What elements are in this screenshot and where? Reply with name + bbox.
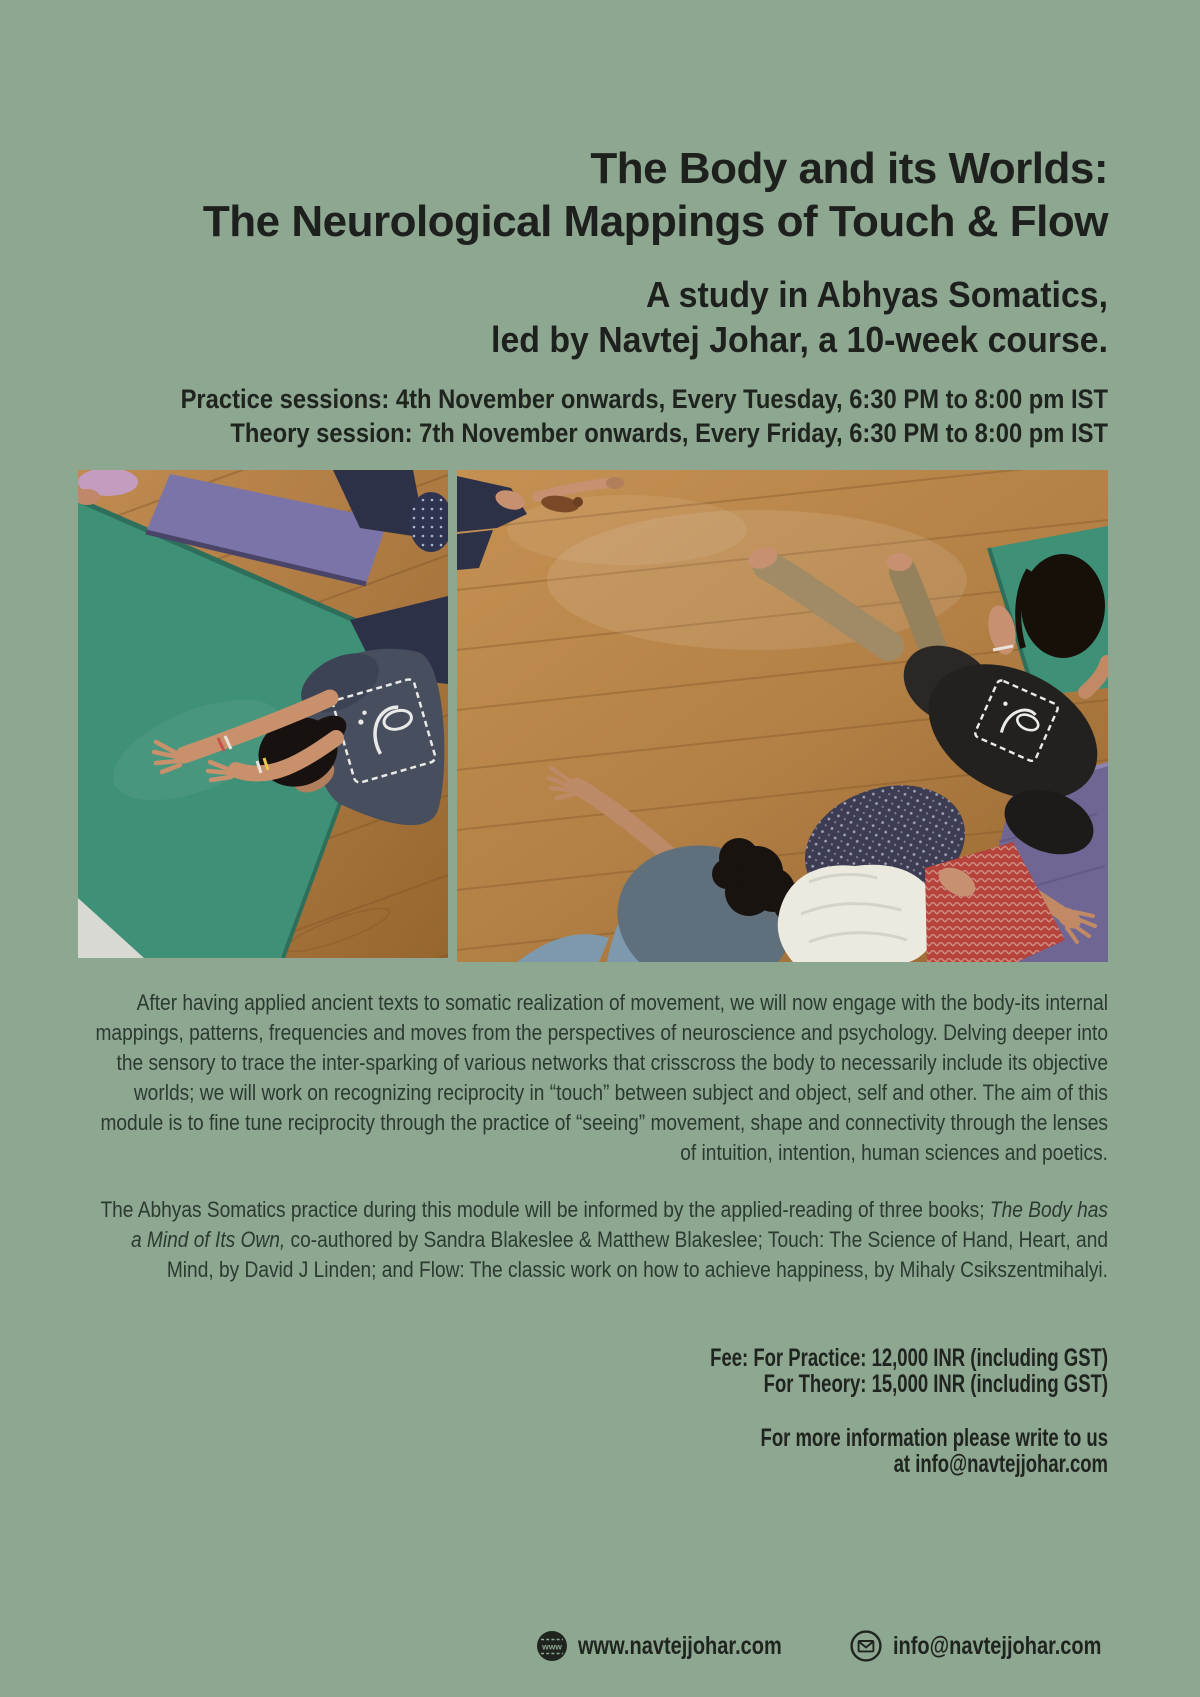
- photo-group-practice: [457, 470, 1108, 962]
- contact-info: [356, 1425, 1108, 1477]
- footer-email-group: [850, 1630, 882, 1662]
- book-title-italic: The Body has a Mind of Its Own,: [130, 1197, 1108, 1252]
- title-line-2: The Neurological Mappings of Touch & Flow: [202, 197, 1108, 246]
- title-line-1: The Body and its Worlds:: [590, 144, 1108, 193]
- email-address: info@navtejjohar.com: [893, 1631, 1102, 1660]
- practice-sessions-line: Practice sessions: 4th November onwards, Every Tuesday, 6:30 PM to 8:00 pm IST: [180, 384, 1108, 414]
- bare-foot-2: [886, 553, 912, 571]
- poster-title: [92, 142, 1108, 248]
- hair-on-mat: [1021, 554, 1105, 658]
- subtitle-line-2: led by Navtej Johar, a 10-week course.: [491, 319, 1108, 360]
- paragraph-2-text: The Abhyas Somatics practice during this module will be informed by the applied-reading of three books;: [100, 1197, 990, 1222]
- footer-website-group: [536, 1630, 568, 1662]
- photo-right-illustration: [457, 470, 1108, 962]
- session-schedule: [179, 382, 1108, 450]
- photo-practitioner-floor-twist: [78, 470, 448, 958]
- theory-session-line: Theory session: 7th November onwards, Every Friday, 6:30 PM to 8:00 pm IST: [230, 418, 1108, 448]
- email-icon: [850, 1630, 882, 1662]
- www-icon-label: www: [542, 1641, 562, 1652]
- poster-subtitle: [153, 272, 1108, 362]
- contact-line-1: For more information please write to us: [760, 1424, 1108, 1452]
- footer-email: [893, 1630, 1154, 1662]
- photo-left-illustration: [78, 470, 448, 958]
- website-url: www.navtejjohar.com: [578, 1631, 782, 1660]
- course-description: [92, 988, 1108, 1312]
- fee-details: [356, 1345, 1108, 1397]
- description-paragraph-2: [92, 1195, 1108, 1285]
- description-paragraph-1: After having applied ancient texts to somatic realization of movement, we will now engage with the body-its internal mappings, patterns, frequencies and moves from the perspectives of neuroscience and psychology. Delving deeper into the sensory to trace the inter-sparking of various networks that crisscross the body to necessarily include its objective worlds; we will work on recognizing reciprocity in “touch” between subject and object, self and other. The aim of this module is to fine tune reciprocity through the practice of “seeing” movement, shape and connectivity through the lenses of intuition, intention, human sciences and poetics.: [95, 990, 1109, 1165]
- footer-website: [578, 1630, 833, 1662]
- fee-theory-line: For Theory: 15,000 INR (including GST): [763, 1370, 1108, 1398]
- paragraph-2-text-cont: co-authored by Sandra Blakeslee & Matthew Blakeslee; Touch: The Science of Hand, Heart, and Mind, by David J Linden; and Flow: The classic work on how to achieve happiness, by Mihaly Csikszentmihalyi.: [166, 1227, 1108, 1282]
- subtitle-line-1: A study in Abhyas Somatics,: [646, 274, 1108, 315]
- fee-practice-line: Fee: For Practice: 12,000 INR (including GST): [710, 1344, 1108, 1372]
- contact-line-2: at info@navtejjohar.com: [893, 1450, 1108, 1478]
- www-globe-icon: [536, 1630, 568, 1662]
